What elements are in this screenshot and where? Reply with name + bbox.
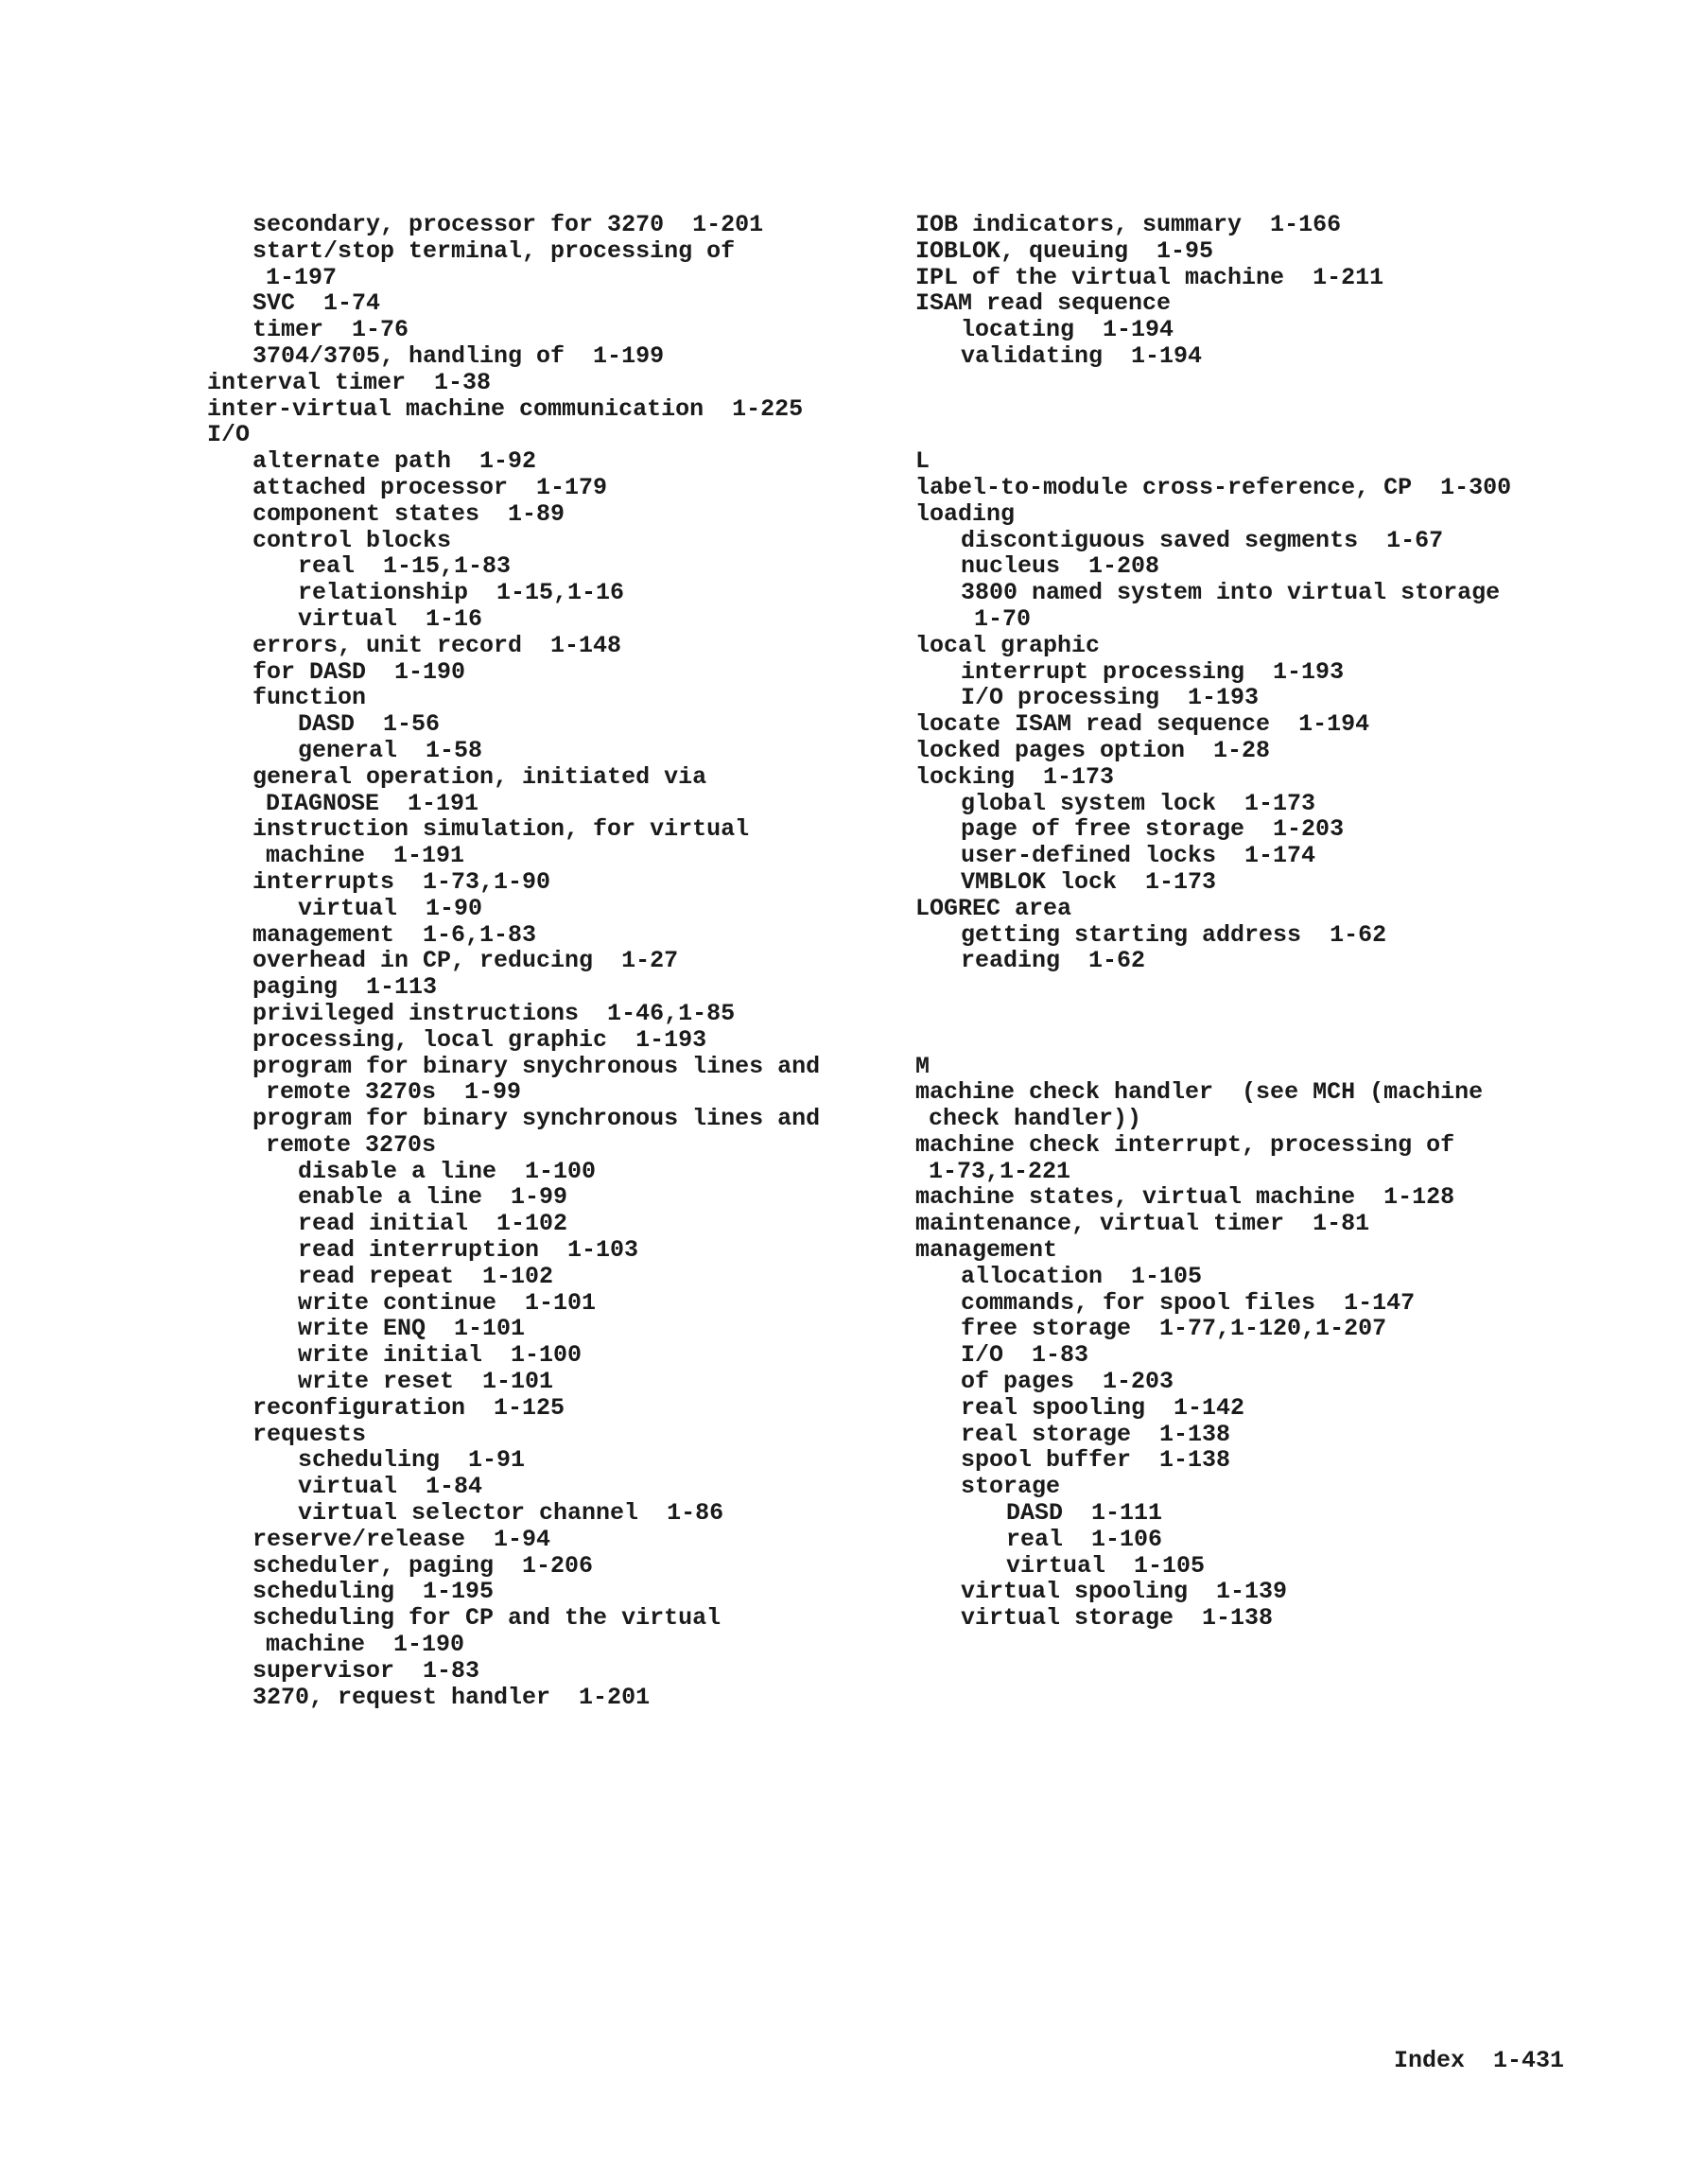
index-column-right (915, 212, 1662, 1632)
index-entry: machine check interrupt, processing of (915, 1130, 1455, 1159)
index-entry: 1-73,1-221 (929, 1157, 1071, 1185)
index-entry: scheduling for CP and the virtual (252, 1604, 722, 1633)
index-entry: nucleus 1-208 (961, 552, 1160, 581)
page-footer: Index 1-431 (1394, 2047, 1565, 2074)
index-entry: real storage 1-138 (961, 1420, 1231, 1448)
index-entry: remote 3270s 1-99 (266, 1078, 522, 1107)
index-entry: user-defined locks 1-174 (961, 842, 1316, 870)
blank-line (915, 370, 1662, 396)
index-entry: program for binary synchronous lines and (252, 1105, 821, 1133)
index-entry: virtual 1-84 (298, 1473, 483, 1501)
index-entry: machine check handler (see MCH (machine (915, 1078, 1484, 1107)
index-entry: SVC 1-74 (252, 289, 381, 318)
index-entry: maintenance, virtual timer 1-81 (915, 1210, 1370, 1238)
index-entry: spool buffer 1-138 (961, 1446, 1231, 1475)
index-entry: VMBLOK lock 1-173 (961, 867, 1217, 896)
index-entry: read initial 1-102 (298, 1210, 568, 1238)
index-entry: requests (252, 1420, 367, 1448)
blank-line (915, 1001, 1662, 1027)
index-entry: secondary, processor for 3270 1-201 (252, 211, 764, 238)
index-entry: local graphic (915, 631, 1101, 659)
index-entry: component states 1-89 (252, 499, 565, 528)
index-entry: virtual 1-105 (1006, 1551, 1206, 1580)
index-entry: program for binary snychronous lines and (252, 1052, 821, 1080)
index-entry: 1-197 (266, 263, 338, 291)
index-entry: I/O processing 1-193 (961, 684, 1260, 712)
index-entry: ISAM read sequence (915, 289, 1172, 318)
index-entry: 3270, request handler 1-201 (252, 1683, 651, 1711)
index-entry: locating 1-194 (961, 316, 1174, 344)
index-entry: virtual 1-90 (298, 894, 483, 922)
index-entry: write initial 1-100 (298, 1341, 583, 1370)
index-entry: 3704/3705, handling of 1-199 (252, 341, 665, 370)
index-entry: virtual spooling 1-139 (961, 1578, 1288, 1606)
index-entry: write ENQ 1-101 (298, 1315, 526, 1343)
blank-line (915, 974, 1662, 1001)
index-entry: real 1-15,1-83 (298, 552, 512, 581)
index-entry: IPL of the virtual machine 1-211 (915, 263, 1384, 291)
index-entry: processing, local graphic 1-193 (252, 1025, 707, 1054)
index-entry: scheduler, paging 1-206 (252, 1551, 594, 1580)
index-entry: remote 3270s (266, 1130, 437, 1159)
index-entry: IOBLOK, queuing 1-95 (915, 236, 1214, 265)
index-entry: LOGREC area (915, 894, 1072, 922)
index-entry: allocation 1-105 (961, 1262, 1203, 1290)
index-entry: real 1-106 (1006, 1525, 1163, 1553)
blank-line (915, 396, 1662, 423)
index-entry: write continue 1-101 (298, 1288, 597, 1317)
index-entry: privileged instructions 1-46,1-85 (252, 999, 736, 1027)
index-entry: discontiguous saved segments 1-67 (961, 526, 1444, 554)
index-entry: locate ISAM read sequence 1-194 (915, 710, 1370, 739)
blank-line (915, 422, 1662, 448)
index-entry: global system lock 1-173 (961, 789, 1316, 817)
index-entry: timer 1-76 (252, 316, 409, 344)
index-entry: read repeat 1-102 (298, 1262, 554, 1290)
index-entry: of pages 1-203 (961, 1368, 1174, 1396)
index-entry: reserve/release 1-94 (252, 1525, 551, 1553)
index-column-left (207, 212, 883, 1710)
index-entry: getting starting address 1-62 (961, 920, 1387, 949)
index-entry: supervisor 1-83 (252, 1656, 480, 1685)
index-entry: read interruption 1-103 (298, 1236, 639, 1265)
index-entry: DASD 1-56 (298, 710, 441, 739)
index-letter-heading: M (915, 1052, 930, 1080)
index-entry: management 1-6,1-83 (252, 920, 537, 949)
index-entry: alternate path 1-92 (252, 447, 537, 476)
index-entry: label-to-module cross-reference, CP 1-300 (915, 473, 1512, 501)
index-entry: enable a line 1-99 (298, 1183, 568, 1212)
index-entry: virtual storage 1-138 (961, 1604, 1274, 1633)
index-entry: interrupts 1-73,1-90 (252, 867, 551, 896)
index-entry: interrupt processing 1-193 (961, 657, 1345, 686)
index-entry: reading 1-62 (961, 947, 1146, 975)
index-entry: scheduling 1-91 (298, 1446, 526, 1475)
index-entry: I/O 1-83 (961, 1341, 1089, 1370)
index-entry: machine 1-191 (266, 842, 465, 870)
index-entry: inter-virtual machine communication 1-225 (207, 394, 804, 423)
index-entry: real spooling 1-142 (961, 1393, 1245, 1422)
index-entry: virtual 1-16 (298, 604, 483, 633)
index-entry: storage (961, 1473, 1061, 1501)
index-entry: 1-70 (974, 604, 1032, 633)
index-entry: general operation, initiated via (252, 762, 707, 791)
index-entry: reconfiguration 1-125 (252, 1393, 565, 1422)
index-entry: management (915, 1236, 1058, 1265)
index-entry: interval timer 1-38 (207, 368, 492, 396)
index-entry: I/O (207, 421, 251, 449)
index-entry: overhead in CP, reducing 1-27 (252, 947, 679, 975)
index-entry: attached processor 1-179 (252, 473, 608, 501)
index-letter-heading: L (915, 447, 930, 476)
index-entry: IOB indicators, summary 1-166 (915, 211, 1342, 238)
index-entry: paging 1-113 (252, 973, 438, 1002)
index-entry: loading (915, 499, 1016, 528)
index-entry: disable a line 1-100 (298, 1157, 597, 1185)
index-entry: DASD 1-111 (1006, 1499, 1163, 1528)
index-entry: instruction simulation, for virtual (252, 815, 750, 844)
index-entry: validating 1-194 (961, 341, 1203, 370)
index-entry: control blocks (252, 526, 452, 554)
index-entry: errors, unit record 1-148 (252, 631, 622, 659)
index-entry: free storage 1-77,1-120,1-207 (961, 1315, 1387, 1343)
index-entry: DIAGNOSE 1-191 (266, 789, 479, 817)
index-entry: locking 1-173 (915, 762, 1115, 791)
index-entry: for DASD 1-190 (252, 657, 466, 686)
index-entry: start/stop terminal, processing of (252, 236, 736, 265)
index-entry: 3800 named system into virtual storage (961, 579, 1501, 607)
index-entry: write reset 1-101 (298, 1368, 554, 1396)
index-entry: commands, for spool files 1-147 (961, 1288, 1416, 1317)
index-entry: relationship 1-15,1-16 (298, 579, 625, 607)
index-entry: page of free storage 1-203 (961, 815, 1345, 844)
blank-line (915, 1027, 1662, 1054)
index-entry: locked pages option 1-28 (915, 736, 1271, 764)
index-entry: scheduling 1-195 (252, 1578, 495, 1606)
index-entry: virtual selector channel 1-86 (298, 1499, 724, 1528)
index-entry: general 1-58 (298, 736, 483, 764)
index-entry: check handler)) (929, 1105, 1142, 1133)
index-entry: function (252, 684, 367, 712)
index-entry: machine states, virtual machine 1-128 (915, 1183, 1455, 1212)
index-entry: machine 1-190 (266, 1631, 465, 1659)
